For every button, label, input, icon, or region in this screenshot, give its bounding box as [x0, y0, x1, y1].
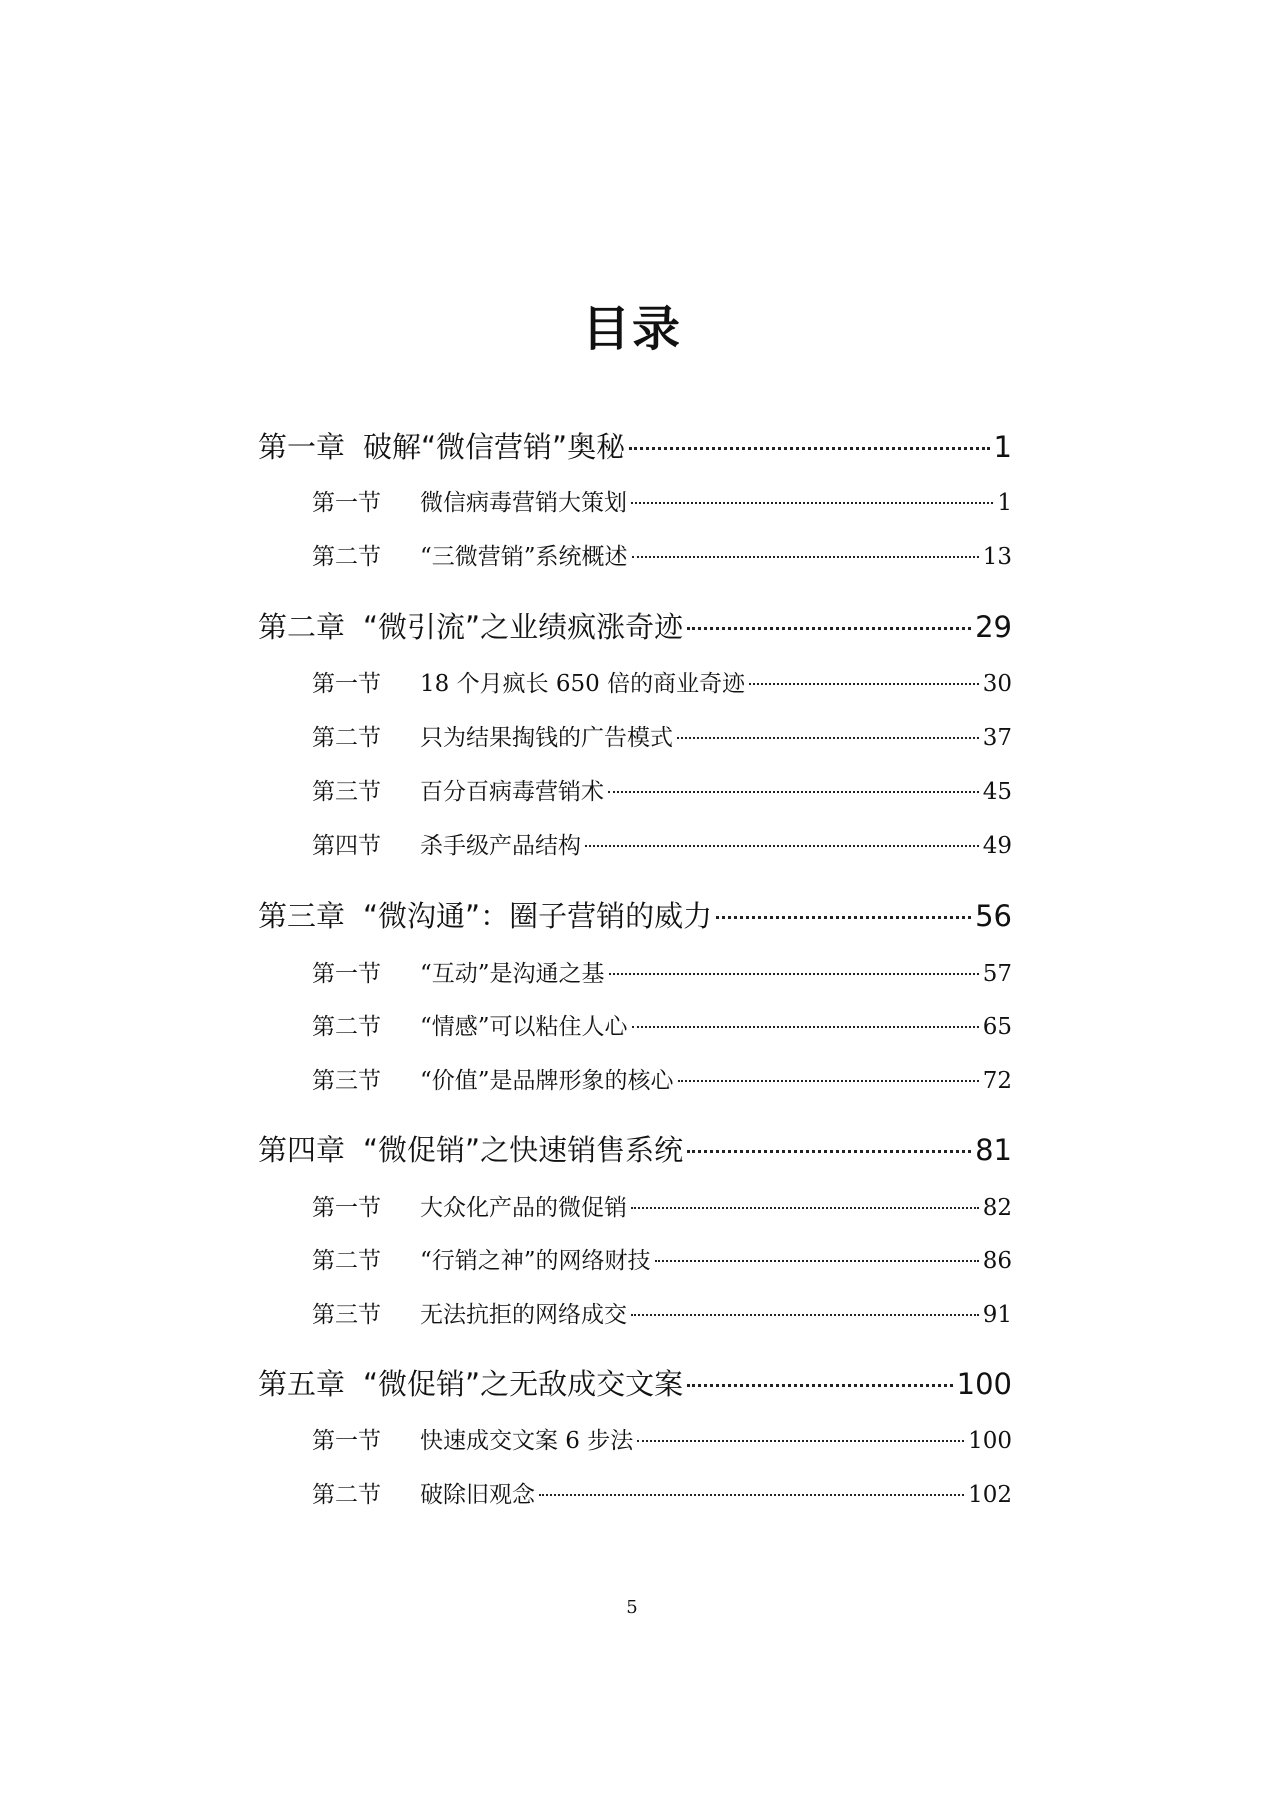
section-title: 微信病毒营销大策划 [420, 490, 627, 516]
dot-leader [609, 973, 979, 975]
toc-section-entry [312, 1062, 1012, 1095]
entry-page-number: 1 [993, 430, 1012, 464]
chapter-title: 破解“微信营销”奥秘 [363, 430, 626, 464]
entry-page-number: 49 [982, 833, 1012, 859]
dot-leader [631, 1314, 979, 1316]
toc-section-entry [312, 1008, 1012, 1041]
chapter-number: 第三章 [258, 899, 346, 933]
entry-page-number: 29 [975, 610, 1012, 644]
entry-page-number: 100 [956, 1367, 1012, 1401]
dot-leader [678, 1080, 979, 1082]
entry-page-number: 91 [982, 1302, 1012, 1328]
chapter-title: “微促销”之快速销售系统 [363, 1133, 684, 1167]
entry-page-number: 45 [982, 779, 1012, 805]
entry-page-number: 82 [982, 1195, 1012, 1221]
section-number: 第一节 [312, 1195, 381, 1221]
section-title: 杀手级产品结构 [420, 833, 581, 859]
section-title: “情感”可以粘住人心 [420, 1014, 628, 1040]
section-number: 第一节 [312, 1428, 381, 1454]
toc-chapter-entry [258, 894, 1012, 935]
toc-section-entry [312, 827, 1012, 860]
toc-chapter-entry [258, 605, 1012, 646]
section-number: 第三节 [312, 1068, 381, 1094]
toc-section-entry [312, 955, 1012, 988]
chapter-title: “微促销”之无敌成交文案 [363, 1367, 684, 1401]
dot-leader [687, 627, 971, 630]
dot-leader [655, 1260, 979, 1262]
chapter-number: 第二章 [258, 610, 346, 644]
toc-section-entry [312, 665, 1012, 698]
chapter-number: 第五章 [258, 1367, 346, 1401]
section-title: 无法抗拒的网络成交 [420, 1302, 627, 1328]
dot-leader [716, 916, 971, 919]
toc-chapter-entry [258, 425, 1012, 466]
section-number: 第二节 [312, 725, 381, 751]
section-title: 破除旧观念 [420, 1482, 535, 1508]
section-number: 第三节 [312, 779, 381, 805]
entry-page-number: 13 [982, 544, 1012, 570]
toc-section-entry [312, 1242, 1012, 1275]
entry-page-number: 57 [982, 961, 1012, 987]
section-title: 快速成交文案 6 步法 [420, 1428, 634, 1454]
section-number: 第三节 [312, 1302, 381, 1328]
dot-leader [608, 791, 979, 793]
section-title: “行销之神”的网络财技 [420, 1248, 651, 1274]
entry-page-number: 1 [997, 490, 1012, 516]
dot-leader [631, 502, 993, 504]
section-title: “价值”是品牌形象的核心 [420, 1068, 674, 1094]
section-title: “三微营销”系统概述 [420, 544, 628, 570]
toc-section-entry [312, 1296, 1012, 1329]
section-number: 第二节 [312, 1014, 381, 1040]
entry-page-number: 81 [975, 1133, 1012, 1167]
toc-chapter-entry [258, 1128, 1012, 1169]
section-number: 第四节 [312, 833, 381, 859]
toc-section-entry [312, 1476, 1012, 1509]
section-number: 第一节 [312, 490, 381, 516]
entry-page-number: 37 [982, 725, 1012, 751]
chapter-title: “微引流”之业绩疯涨奇迹 [363, 610, 684, 644]
dot-leader [687, 1150, 971, 1153]
dot-leader [585, 845, 979, 847]
toc-section-entry [312, 538, 1012, 571]
dot-leader [631, 1207, 979, 1209]
entry-page-number: 102 [968, 1482, 1012, 1508]
chapter-number: 第四章 [258, 1133, 346, 1167]
chapter-title: “微沟通”：圈子营销的威力 [363, 899, 713, 933]
section-title: “互动”是沟通之基 [420, 961, 605, 987]
section-number: 第二节 [312, 1248, 381, 1274]
entry-page-number: 56 [975, 899, 1012, 933]
section-title: 只为结果掏钱的广告模式 [420, 725, 673, 751]
toc-section-entry [312, 773, 1012, 806]
dot-leader [632, 1026, 979, 1028]
dot-leader [632, 556, 979, 558]
dot-leader [539, 1494, 964, 1496]
toc-section-entry [312, 1189, 1012, 1222]
toc-section-entry [312, 1422, 1012, 1455]
section-number: 第一节 [312, 671, 381, 697]
section-title: 百分百病毒营销术 [420, 779, 604, 805]
section-title: 18 个月疯长 650 倍的商业奇迹 [420, 671, 746, 697]
dot-leader [687, 1384, 953, 1387]
page-number: 5 [626, 1597, 638, 1618]
dot-leader [677, 737, 979, 739]
page-title: 目录 [581, 301, 682, 357]
section-title: 大众化产品的微促销 [420, 1195, 627, 1221]
chapter-number: 第一章 [258, 430, 346, 464]
toc-section-entry [312, 484, 1012, 517]
dot-leader [749, 683, 979, 685]
entry-page-number: 72 [982, 1068, 1012, 1094]
section-number: 第一节 [312, 961, 381, 987]
entry-page-number: 100 [968, 1428, 1012, 1454]
dot-leader [629, 447, 989, 450]
entry-page-number: 30 [982, 671, 1012, 697]
entry-page-number: 65 [982, 1014, 1012, 1040]
entry-page-number: 86 [982, 1248, 1012, 1274]
dot-leader [637, 1440, 964, 1442]
toc-section-entry [312, 719, 1012, 752]
section-number: 第二节 [312, 1482, 381, 1508]
section-number: 第二节 [312, 544, 381, 570]
toc-chapter-entry [258, 1362, 1012, 1403]
